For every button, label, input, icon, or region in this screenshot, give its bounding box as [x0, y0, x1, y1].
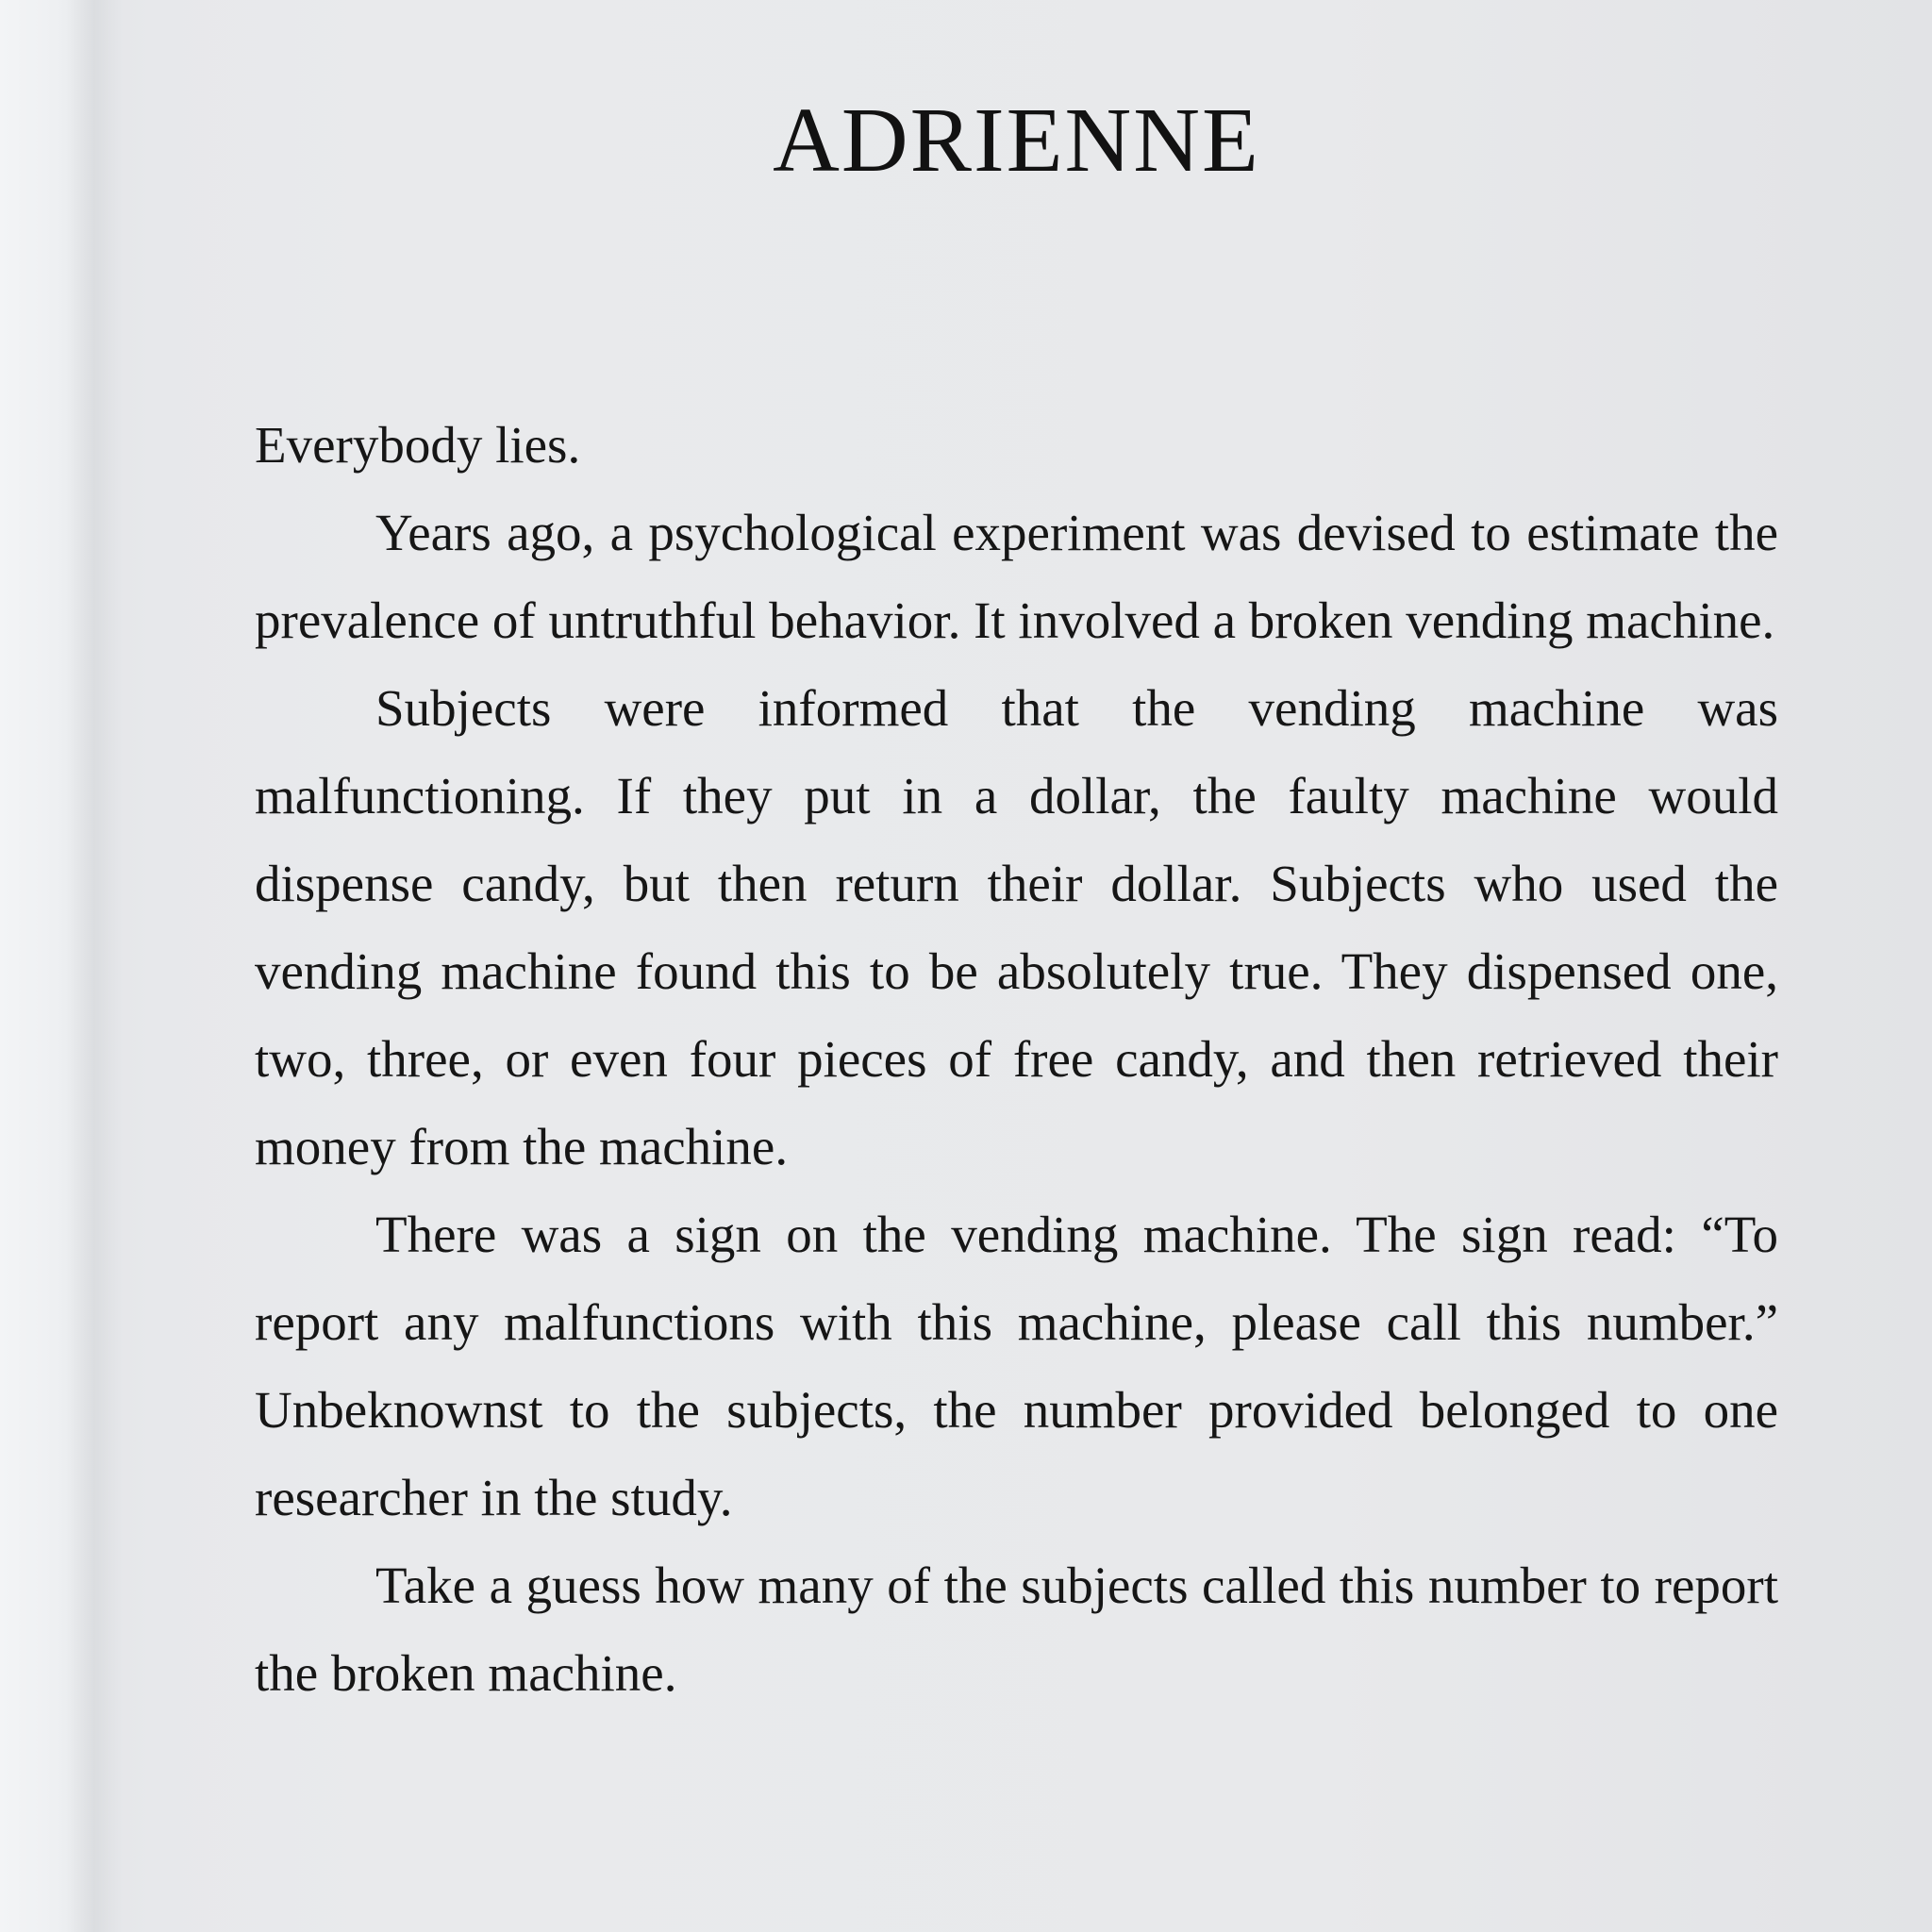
chapter-body	[255, 401, 1778, 1717]
paragraph-guess: Take a guess how many of the subjects called this number to report the broken machine.	[255, 1557, 1778, 1702]
book-page	[255, 0, 1778, 1932]
chapter-title: ADRIENNE	[773, 90, 1260, 192]
gutter-shadow	[66, 0, 123, 1932]
paragraph-vending-machine: Subjects were informed that the vending machine was malfunctioning. If they put in a dollar, the faulty machine would dispense candy, but then return their dollar. Subjects who used the vending machine found this to be absolutely true. They dispensed one, two, three, or even four pieces of free candy, and then retrieved their money from the machine.	[255, 679, 1778, 1175]
paragraph-opening-line: Everybody lies.	[255, 416, 581, 474]
paragraph-experiment-intro: Years ago, a psychological experiment was devised to estimate the prevalence of untruthful behavior. It involved a broken vending machine.	[255, 504, 1778, 649]
paragraph-sign: There was a sign on the vending machine. The sign read: “To report any malfunctions with this machine, please call this number.” Unbeknownst to the subjects, the number provided belonged to one researcher in the study.	[255, 1206, 1778, 1526]
